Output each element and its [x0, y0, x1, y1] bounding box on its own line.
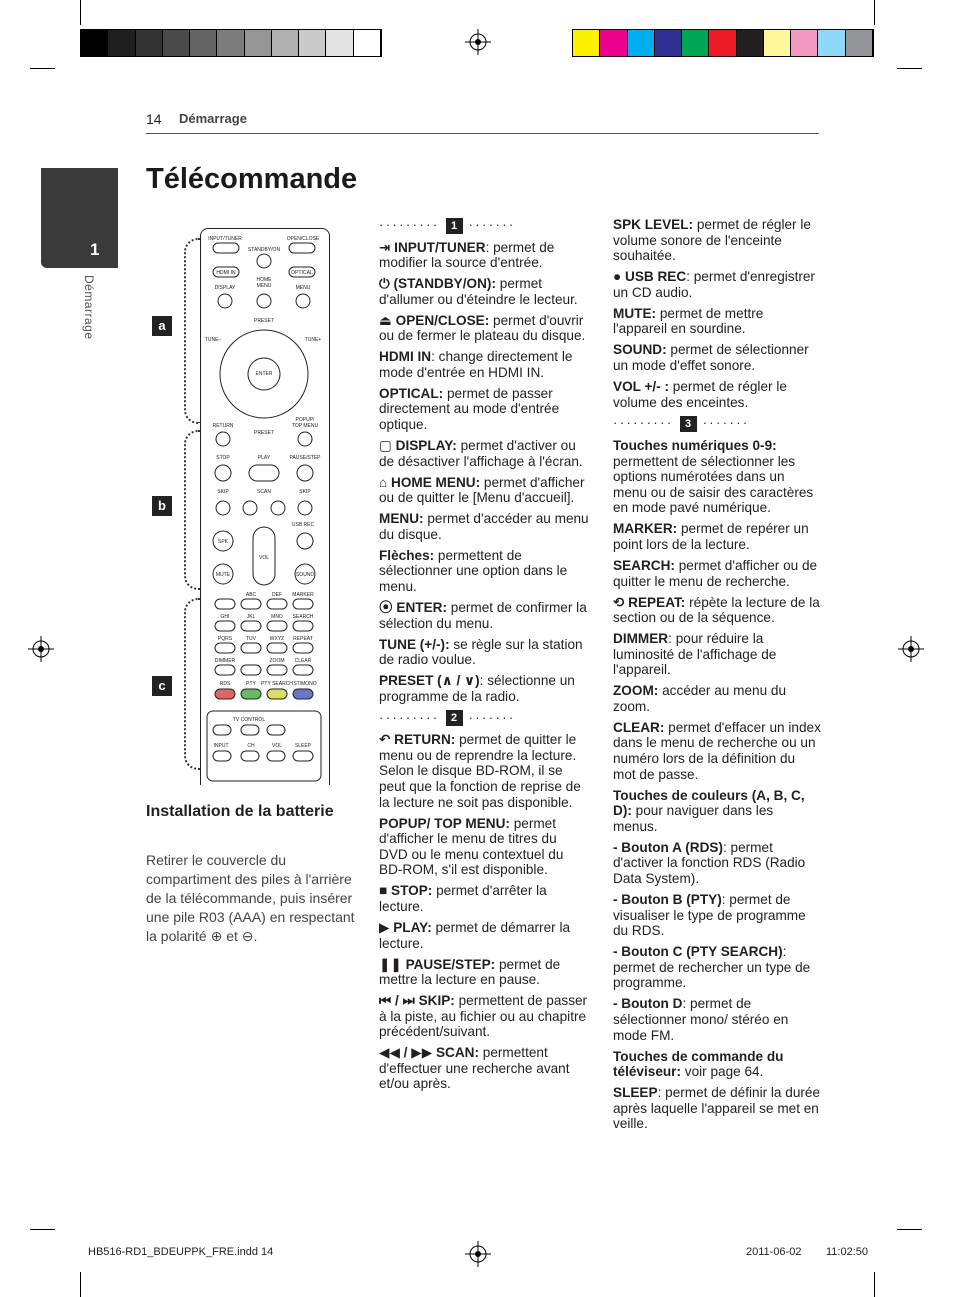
key-description: HDMI IN: change directement le mode d'entrée en HDMI IN. — [379, 349, 573, 380]
svg-text:ENTER: ENTER — [255, 371, 273, 377]
crop-mark — [874, 0, 875, 25]
key-description: PRESET (∧ / ∨): sélectionne un programme de la radio. — [379, 673, 575, 704]
svg-text:MUTE: MUTE — [215, 572, 231, 578]
button-glyph-icon: ⇥ — [379, 239, 395, 255]
key-description: Flèches: permettent de sélectionner une option dans le menu. — [379, 547, 568, 594]
chapter-tab-label: Démarrage — [82, 275, 96, 340]
group-marker-2: b — [152, 496, 172, 516]
key-description: SOUND: permet de sélectionner un mode d'effet sonore. — [613, 342, 809, 373]
button-glyph-icon: ⌂ — [379, 474, 391, 490]
color-swatch — [737, 30, 764, 56]
svg-text:SOUND: SOUND — [295, 572, 315, 578]
svg-text:PRESET: PRESET — [253, 318, 275, 324]
svg-text:PRESET: PRESET — [253, 430, 275, 436]
svg-text:REPEAT: REPEAT — [293, 636, 313, 642]
svg-text:INPUT/TUNER: INPUT/TUNER — [208, 236, 242, 242]
button-glyph-icon: ⟲ — [613, 594, 629, 610]
svg-text:TUNE+: TUNE+ — [304, 337, 322, 343]
crop-mark — [30, 68, 55, 69]
color-swatch — [709, 30, 736, 56]
button-glyph-icon: ↶ — [379, 732, 395, 748]
crop-mark — [897, 1229, 922, 1230]
svg-text:SLEEP: SLEEP — [294, 743, 312, 749]
svg-text:OPEN/CLOSE: OPEN/CLOSE — [286, 236, 320, 242]
process-color-bar — [572, 29, 874, 57]
key-description: Touches de commande du téléviseur: voir page 64. — [613, 1048, 784, 1080]
color-swatch — [217, 30, 244, 56]
key-description: ▶ PLAY: permet de démarrer la lecture. — [379, 919, 571, 951]
svg-text:CH: CH — [247, 743, 255, 749]
registration-mark-icon — [28, 636, 54, 662]
key-description: ↶ RETURN: permet de quitter le menu ou de reprendre la lecture. Selon le disque BD-ROM, il se peut que la fonction de reprise de la lecture ne soit pas disponible. — [379, 732, 581, 810]
key-description: ⌂ HOME MENU: permet d'afficher ou de quitter le [Menu d'accueil]. — [379, 474, 585, 506]
button-glyph-icon: ⏻ — [379, 276, 394, 292]
svg-text:MNO: MNO — [271, 614, 283, 620]
column-1 — [379, 217, 589, 1097]
button-glyph-icon: ❚❚ — [379, 956, 406, 972]
remote-illustration — [200, 228, 330, 785]
color-swatch — [354, 30, 381, 56]
remote-buttons — [201, 229, 329, 786]
key-description: ● USB REC: permet d'enregistrer un CD audio. — [613, 269, 815, 300]
key-description: ◀◀ / ▶▶ SCAN: permettent d'effectuer une recherche avant et/ou après. — [379, 1045, 570, 1092]
key-description: ⟲ REPEAT: répète la lecture de la section ou de la séquence. — [613, 594, 820, 626]
key-description: ⏮ / ⏭ SKIP: permettent de passer à la piste, au fichier ou au chapitre précédent/suivant. — [379, 993, 588, 1040]
svg-text:SKIP: SKIP — [299, 489, 311, 495]
svg-text:PTY SEARCH: PTY SEARCH — [261, 681, 293, 687]
key-description: - Bouton A (RDS): permet d'activer la fonction RDS (Radio Data System). — [613, 839, 806, 887]
svg-text:VOL: VOL — [258, 555, 270, 561]
crop-mark — [897, 68, 922, 69]
chapter-tab-number: 1 — [90, 240, 100, 259]
svg-text:RDS: RDS — [219, 681, 231, 687]
svg-text:RETURN: RETURN — [212, 423, 234, 429]
color-swatch — [190, 30, 217, 56]
registration-mark-icon — [465, 1241, 491, 1267]
color-swatch — [818, 30, 845, 56]
key-description: SEARCH: permet d'afficher ou de quitter le menu de recherche. — [613, 557, 818, 589]
color-swatch — [326, 30, 353, 56]
key-description: ZOOM: accéder au menu du zoom. — [613, 683, 787, 714]
key-description: TUNE (+/-): se règle sur la station de radio voulue. — [379, 636, 583, 668]
key-description: CLEAR: permet d'effacer un index dans le menu de recherche ou un numéro lors de la définition du mot de passe. — [613, 719, 821, 782]
section-separator: ········· 2 ······· — [379, 709, 516, 725]
group-bracket — [184, 238, 200, 424]
svg-text:POPUP/: POPUP/ — [295, 417, 315, 423]
key-description: - Bouton B (PTY): permet de visualiser le type de programme du RDS. — [613, 892, 806, 939]
key-description: ⏏ OPEN/CLOSE: permet d'ouvrir ou de fermer le plateau du disque. — [379, 312, 586, 344]
group-marker-3: c — [152, 676, 172, 696]
section-separator: ········· 3 ······· — [613, 415, 750, 431]
svg-text:STANDBY/ON: STANDBY/ON — [247, 247, 281, 253]
svg-text:OPTICAL: OPTICAL — [291, 270, 313, 276]
color-swatch — [655, 30, 682, 56]
svg-text:VOL: VOL — [271, 743, 283, 749]
button-glyph-icon: ⏏ — [379, 312, 396, 328]
key-description: ⦿ ENTER: permet de confirmer la sélection du menu. — [379, 599, 587, 631]
color-swatch — [136, 30, 163, 56]
svg-text:JKL: JKL — [246, 614, 256, 620]
svg-text:ABC: ABC — [245, 592, 257, 598]
key-description: POPUP/ TOP MENU: permet d'afficher le menu de titres du DVD ou le menu contextuel du BD-ROM, s'il est disponible. — [379, 815, 564, 878]
svg-text:MARKER: MARKER — [292, 592, 314, 598]
button-glyph-icon: ⏮ / ⏭ — [379, 993, 419, 1009]
color-swatch — [272, 30, 299, 56]
section-separator: ········· 1 ······· — [379, 217, 516, 232]
svg-text:WXYZ: WXYZ — [269, 636, 285, 642]
key-description: DIMMER: pour réduire la luminosité de l'affichage de l'appareil. — [613, 631, 777, 678]
svg-text:PQRS: PQRS — [217, 636, 233, 642]
crop-mark — [80, 0, 81, 25]
color-swatch — [81, 30, 108, 56]
svg-text:MENU: MENU — [256, 283, 272, 289]
page-title: Télécommande — [146, 163, 358, 195]
key-description: ⇥ INPUT/TUNER: permet de modifier la source d'entrée. — [379, 239, 555, 271]
crop-mark — [80, 1272, 81, 1297]
key-description: ■ STOP: permet d'arrêter la lecture. — [379, 883, 547, 914]
svg-text:HOME: HOME — [256, 277, 272, 283]
registration-mark-icon — [465, 29, 491, 55]
button-glyph-icon: ■ — [379, 883, 391, 899]
key-description: - Bouton C (PTY SEARCH): permet de rechercher un type de programme. — [613, 944, 811, 991]
key-description: OPTICAL: permet de passer directement au mode d'entrée optique. — [379, 385, 560, 433]
color-swatch — [846, 30, 873, 56]
color-swatch — [573, 30, 600, 56]
key-description: MARKER: permet de repérer un point lors de la lecture. — [613, 521, 809, 552]
svg-text:ZOOM: ZOOM — [269, 658, 285, 664]
color-swatch — [764, 30, 791, 56]
install-text: Retirer le couvercle du compartiment des piles à l'arrière de la télécommande, puis insérer une pile R03 (AAA) en respectant la polarité ⊕ et ⊖. — [146, 852, 355, 944]
footer-date: 2011-06-02 — [746, 1246, 802, 1258]
svg-text:SCAN: SCAN — [257, 489, 271, 495]
color-swatch — [299, 30, 326, 56]
color-swatch — [628, 30, 655, 56]
svg-text:CLEAR: CLEAR — [294, 658, 312, 664]
color-swatch — [600, 30, 627, 56]
button-glyph-icon: ◀◀ / ▶▶ — [379, 1045, 436, 1061]
column-2 — [613, 217, 821, 1137]
svg-text:DIMMER: DIMMER — [214, 658, 236, 664]
key-description: - Bouton D: permet de sélectionner mono/ stéréo en mode FM. — [613, 996, 789, 1043]
svg-text:DISPLAY: DISPLAY — [214, 285, 236, 291]
key-description: ❚❚ PAUSE/STEP: permet de mettre la lecture en pause. — [379, 956, 561, 988]
key-description: ▢ DISPLAY: permet d'activer ou de désactiver l'affichage à l'écran. — [379, 438, 583, 469]
crop-mark — [874, 1272, 875, 1297]
svg-text:TUV: TUV — [246, 636, 256, 642]
key-description: SPK LEVEL: permet de régler le volume sonore de l'enceinte souhaitée. — [613, 217, 811, 264]
svg-text:SEARCH: SEARCH — [292, 614, 314, 620]
svg-text:HDMI IN: HDMI IN — [216, 270, 236, 276]
key-description: MENU: permet d'accéder au menu du disque. — [379, 511, 589, 542]
footer-time: 11:02:50 — [826, 1246, 869, 1258]
crop-mark — [30, 1229, 55, 1230]
svg-text:MENU: MENU — [295, 285, 311, 291]
chapter-tab — [41, 168, 118, 268]
svg-text:DEF: DEF — [272, 592, 282, 598]
group-bracket — [184, 598, 200, 770]
footer-file: HB516-RD1_BDEUPPK_FRE.indd 14 — [88, 1246, 274, 1258]
svg-text:INPUT: INPUT — [213, 743, 229, 749]
header-rule — [146, 133, 819, 134]
section-name: Démarrage — [179, 111, 247, 126]
svg-text:TV CONTROL: TV CONTROL — [232, 717, 266, 723]
svg-text:PAUSE/STEP: PAUSE/STEP — [289, 455, 321, 461]
color-swatch — [791, 30, 818, 56]
color-swatch — [682, 30, 709, 56]
gray-calibration-bar — [80, 29, 382, 57]
group-bracket — [184, 430, 200, 590]
button-glyph-icon: ▶ — [379, 919, 394, 935]
svg-text:GHI: GHI — [220, 614, 230, 620]
install-heading: Installation de la batterie — [146, 803, 334, 820]
button-glyph-icon: ▢ — [379, 438, 396, 454]
button-glyph-icon: ● — [613, 269, 625, 285]
registration-mark-icon — [898, 636, 924, 662]
key-description: Touches numériques 0-9: permettent de sélectionner les options numérotées dans un menu ou de saisir des caractères en mode pavé numérique. — [613, 438, 814, 516]
svg-text:SKIP: SKIP — [217, 489, 229, 495]
color-swatch — [245, 30, 272, 56]
svg-text:STOP: STOP — [216, 455, 230, 461]
svg-text:PTY: PTY — [246, 681, 256, 687]
key-description: Touches de couleurs (A, B, C, D): pour naviguer dans les menus. — [613, 787, 805, 834]
svg-text:TOP MENU: TOP MENU — [291, 423, 319, 429]
svg-text:PLAY: PLAY — [257, 455, 271, 461]
page-number: 14 — [146, 111, 162, 127]
color-swatch — [163, 30, 190, 56]
button-glyph-icon: ⦿ — [379, 599, 397, 615]
key-description: SLEEP: permet de définir la durée après laquelle l'appareil se met en veille. — [613, 1085, 821, 1132]
svg-text:SPK: SPK — [217, 539, 229, 545]
key-description: MUTE: permet de mettre l'appareil en sourdine. — [613, 305, 764, 337]
color-swatch — [108, 30, 135, 56]
key-description: VOL +/- : permet de régler le volume des enceintes. — [613, 378, 787, 410]
group-marker-1: a — [152, 316, 172, 336]
svg-text:USB REC: USB REC — [291, 522, 315, 528]
svg-text:ST/MONO: ST/MONO — [293, 681, 317, 687]
svg-text:TUNE–: TUNE– — [204, 337, 222, 343]
key-description: ⏻ (STANDBY/ON): permet d'allumer ou d'éteindre le lecteur. — [379, 276, 578, 307]
